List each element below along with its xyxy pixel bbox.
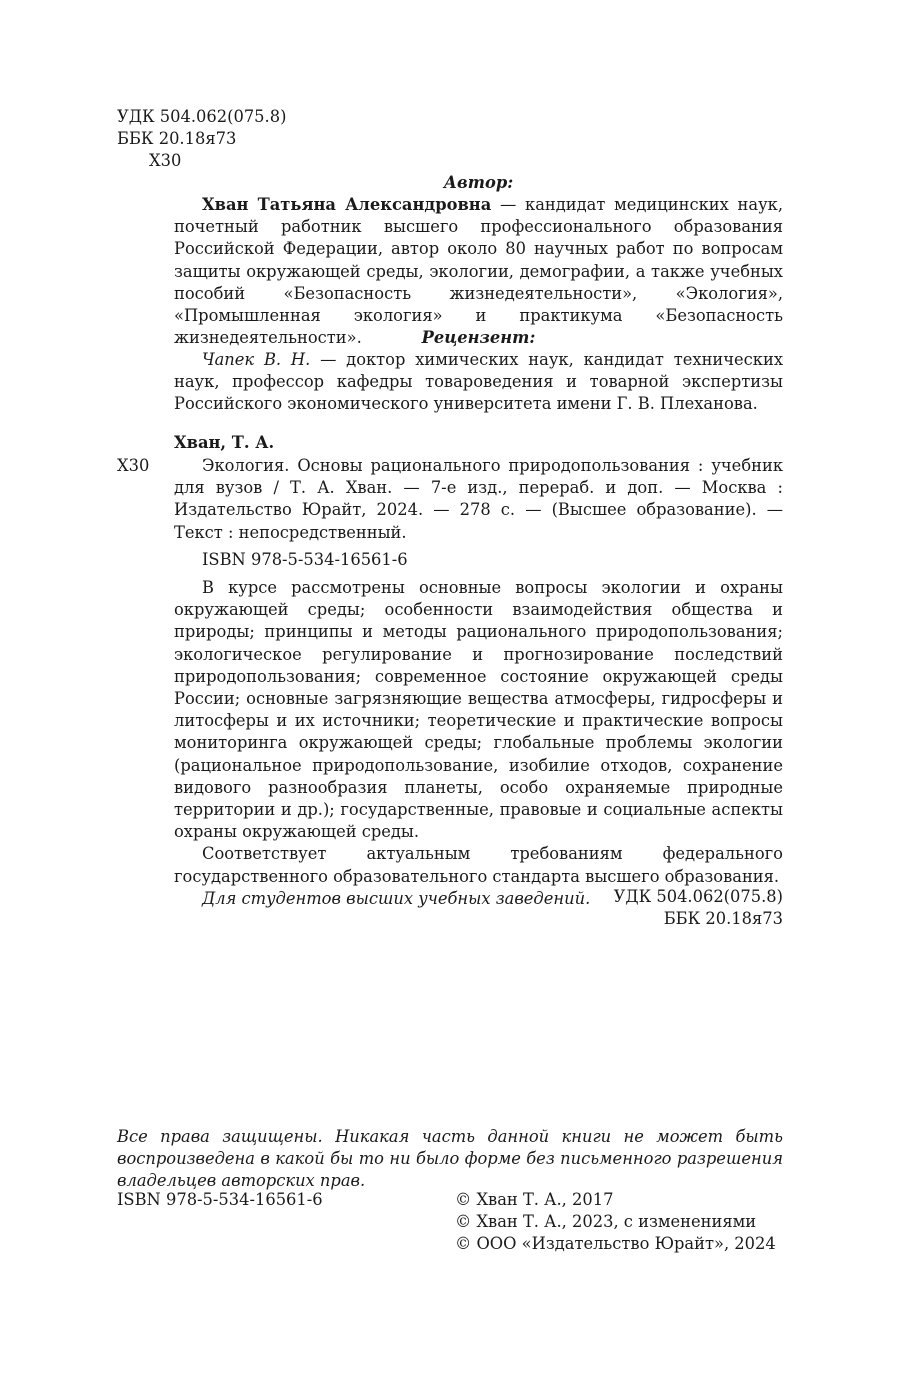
copyright-line: © ООО «Издательство Юрайт», 2024 <box>455 1234 776 1254</box>
annotation-paragraph-3: Для студентов высших учебных заведений. <box>202 888 591 908</box>
reviewer-description: — доктор химических наук, кандидат технических наук, профессор кафедры товароведения и товарной экспертизы Российского экономического университета имени Г. В. Плеханова. <box>174 350 783 414</box>
bbk-code: ББК 20.18я73 <box>117 129 237 149</box>
classification-block-right <box>474 886 783 930</box>
udk-code-right: УДК 504.062(075.8) <box>613 887 783 906</box>
annotation-paragraph-1: В курсе рассмотрены основные вопросы экологии и охраны окружающей среды; особенности взаимодействия общества и природы; принципы и методы рационального природопользования; экологическое регулирование и прогнозирование последствий природопользования; современное состояние окружающей среды России; основные загрязняющие вещества атмосферы, гидросферы и литосферы и их источники; теоретические и практические вопросы мониторинга окружающей среды; глобальные проблемы экологии (рациональное природопользование, изобилие отходов, сохранение видового разнообразия планеты, особо охраняемые природные территории и др.); государственные, правовые и социальные аспекты охраны окружающей среды. <box>174 578 783 842</box>
bibliography-description-block <box>174 455 783 544</box>
classification-block-top <box>117 106 286 173</box>
udk-code: УДК 504.062(075.8) <box>117 107 287 126</box>
reviewer-heading: Рецензент: <box>421 328 536 347</box>
bibliography-isbn: ISBN 978-5-534-16561-6 <box>202 550 408 569</box>
reviewer-paragraph <box>174 349 783 416</box>
bbk-code-right: ББК 20.18я73 <box>663 909 783 929</box>
copyright-line: © Хван Т. А., 2017 <box>455 1190 614 1209</box>
author-mark: Х30 <box>149 151 182 171</box>
copyright-line: © Хван Т. А., 2023, с изменениями <box>455 1212 757 1232</box>
author-full-name: Хван Татьяна Александровна <box>202 195 492 214</box>
bibliography-author: Хван, Т. А. <box>174 433 275 452</box>
author-heading: Автор: <box>443 173 514 192</box>
bibliography-description: Экология. Основы рационального природопользования : учебник для вузов / Т. А. Хван. — 7-е изд., перераб. и доп. — Москва : Издательство Юрайт, 2024. — 278 с. — (Высшее образование). — Текст : непосредственный. <box>174 456 783 542</box>
reviewer-name: Чапек В. Н. <box>202 350 311 369</box>
copyright-list <box>455 1189 776 1256</box>
rights-notice: Все права защищены. Никакая часть данной книги не может быть воспроизведена в какой бы то ни было форме без письменного разрешения владельцев авторских прав. <box>117 1127 783 1191</box>
annotation-block <box>174 577 783 910</box>
author-description: — кандидат медицинских наук, почетный работник высшего профессионального образования Российской Федерации, автор около 80 научных работ по вопросам защиты окружающей среды, экологии, демографии, а также учебных пособий «Безопасность жизнедеятельности», «Экология», «Промышленная экология» и практикума «Безопасность жизнедеятельности». <box>174 195 784 348</box>
footer-isbn: ISBN 978-5-534-16561-6 <box>117 1190 323 1209</box>
bibliography-mark: Х30 <box>117 456 150 475</box>
annotation-paragraph-2: Соответствует актуальным требованиям федерального государственного образовательного стандарта высшего образования. <box>174 844 783 886</box>
